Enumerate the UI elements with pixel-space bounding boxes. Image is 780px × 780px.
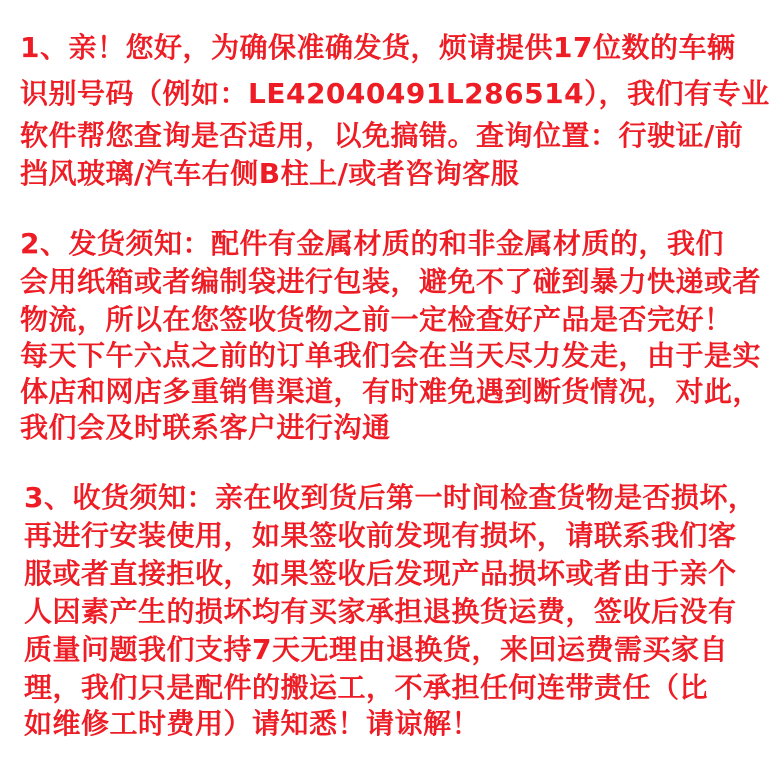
shipping-notice-line: 2、发货须知：配件有金属材质的和非金属材质的，我们 xyxy=(20,227,724,260)
vin-request-line: 软件帮您查询是否适用，以免搞错。查询位置：行驶证/前 xyxy=(20,119,744,152)
receiving-notice-line: 质量问题我们支持7天无理由退换货，来回运费需买家自 xyxy=(24,633,728,666)
receiving-notice-line: 服或者直接拒收，如果签收后发现产品损坏或者由于亲个 xyxy=(24,557,737,590)
receiving-notice-line: 人因素产生的损坏均有买家承担退换货运费，签收后没有 xyxy=(24,595,737,628)
receiving-notice-line: 如维修工时费用）请知悉！请谅解！ xyxy=(24,707,481,740)
shipping-notice-line: 体店和网店多重销售渠道，有时难免遇到断货情况，对此， xyxy=(20,375,762,408)
vin-request-line: 挡风玻璃/汽车右侧B柱上/或者咨询客服 xyxy=(20,157,520,190)
vin-request-line: 识别号码（例如：LE42040491L286514），我们有专业 xyxy=(20,77,770,110)
shipping-notice-line: 每天下午六点之前的订单我们会在当天尽力发走，由于是实 xyxy=(20,339,762,372)
shipping-notice-line: 我们会及时联系客户进行沟通 xyxy=(20,411,391,444)
vin-request-line: 1、亲！您好，为确保准确发货，烦请提供17位数的车辆 xyxy=(20,31,736,64)
shipping-notice-line: 会用纸箱或者编制袋进行包装，避免不了碰到暴力快递或者 xyxy=(20,265,762,298)
receiving-notice-line: 理，我们只是配件的搬运工，不承担任何连带责任（比 xyxy=(24,671,709,704)
shipping-notice-line: 物流，所以在您签收货物之前一定检查好产品是否完好！ xyxy=(20,303,733,336)
receiving-notice-line: 3、收货须知：亲在收到货后第一时间检查货物是否损坏， xyxy=(24,481,757,514)
receiving-notice-line: 再进行安装使用，如果签收前发现有损坏，请联系我们客 xyxy=(24,519,737,552)
